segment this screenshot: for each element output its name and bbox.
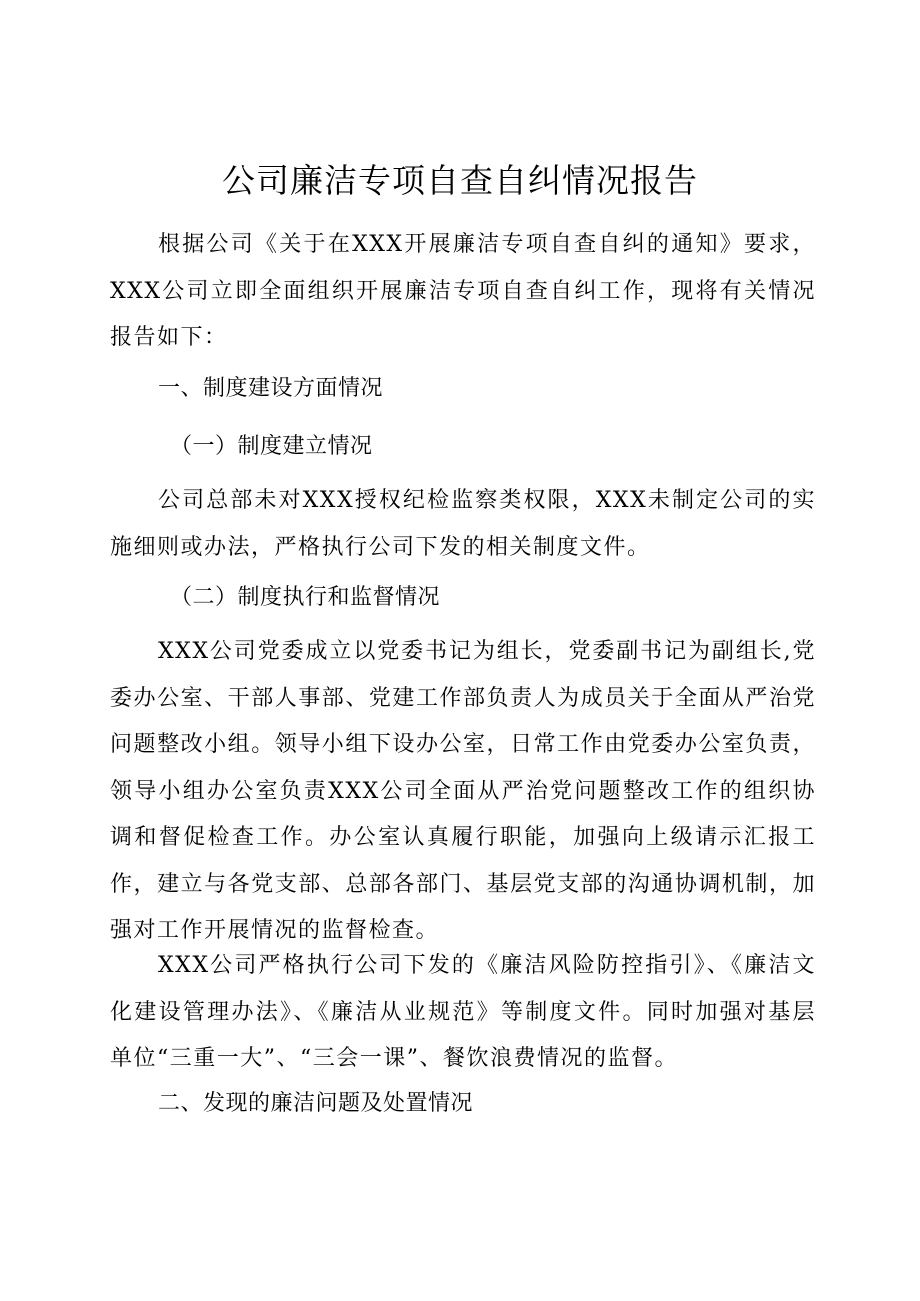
subsection-2-body-1: XXX公司党委成立以党委书记为组长，党委副书记为副组长,党委办公室、干部人事部、党建工作部负责人为成员关于全面从严治党问题整改小组。领导小组下设办公室，日常工作由党委办公室负责，领导小组办公室负责XXX公司全面从严治党问题整改工作的组织协调和督促检查工作。办公室认真履行职能，加强向上级请示汇报工作，建立与各党支部、总部各部门、基层党支部的沟通协调机制，加强对工作开展情况的监督检查。 [110, 639, 816, 943]
subsection-1-body: 公司总部未对XXX授权纪检监察类权限，XXX未制定公司的实施细则或办法，严格执行公司下发的相关制度文件。 [110, 488, 816, 560]
document-title: 公司廉洁专项自查自纠情况报告 [222, 161, 698, 200]
subsection-2-heading: （二）制度执行和监督情况 [170, 585, 441, 610]
section-2-heading: 二、发现的廉洁问题及处置情况 [158, 1091, 474, 1116]
intro-paragraph: 根据公司《关于在XXX开展廉洁专项自查自纠的通知》要求，XXX公司立即全面组织开展廉洁专项自查自纠工作，现将有关情况报告如下： [110, 232, 816, 350]
subsection-1-heading: （一）制度建立情况 [170, 434, 373, 459]
subsection-2-body-2: XXX公司严格执行公司下发的《廉洁风险防控指引》、《廉洁文化建设管理办法》、《廉洁从业规范》等制度文件。同时加强对基层单位“三重一大”、“三会一课”、餐饮浪费情况的监督。 [110, 953, 816, 1071]
section-1-heading: 一、制度建设方面情况 [158, 376, 384, 401]
